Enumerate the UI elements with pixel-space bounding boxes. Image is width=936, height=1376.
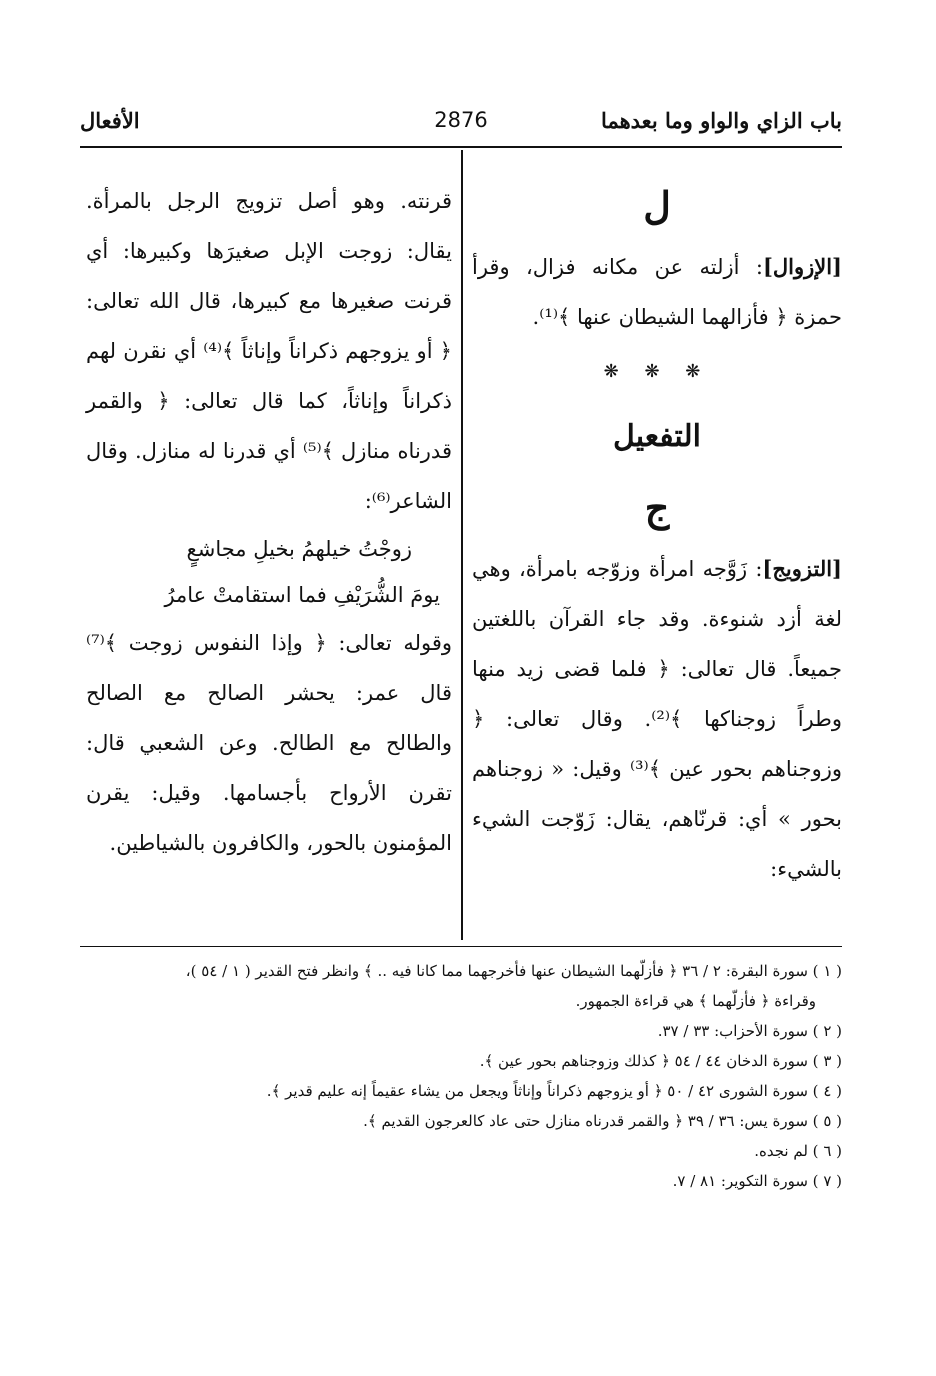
column-divider	[461, 150, 463, 940]
footnote-1-continued: وقراءة ﴿ فأزلّهما ﴾ هي قراءة الجمهور.	[575, 992, 816, 1010]
footnotes	[80, 956, 842, 1196]
page-number: 2876	[434, 108, 488, 132]
paragraph-2: وقوله تعالى: ﴿ وإذا النفوس زوجت ﴾⁽⁷⁾ قال عمر: يحشر الصالح مع الصالح والطالح مع الطالح. وعن الشعبي قال: تقرن الأرواح بأجسامها. وقيل: يقرن المؤمنون بالحور، والكافرون بالشياطين.	[86, 631, 452, 855]
letter-lam: ل	[643, 183, 671, 228]
letter-jim: ج	[644, 485, 670, 530]
entry-tazwij	[472, 544, 842, 894]
footnote-3: ( ٣ ) سورة الدخان ٤٤ / ٥٤ ﴿ كذلك وزوجناهم بحور عين ﴾.	[479, 1052, 842, 1070]
poem-line-2: يومَ الشُّرَيْفِ فما استقامتْ عامرُ	[164, 583, 440, 607]
term-izwal: [الإزوال]	[762, 254, 842, 279]
chapter-title: باب الزاي والواو وما بعدهما	[601, 108, 842, 133]
header-rule	[80, 146, 842, 148]
footnote-5: ( ٥ ) سورة يس: ٣٦ / ٣٩ ﴿ والقمر قدرناه منازل حتى عاد كالعرجون القديم ﴾.	[363, 1112, 842, 1130]
heading-tafeel: التفعيل	[613, 419, 701, 454]
section-title: الأفعال	[80, 108, 140, 133]
footnote-2: ( ٢ ) سورة الأحزاب: ٣٣ / ٣٧.	[657, 1022, 842, 1040]
running-header	[80, 108, 842, 144]
left-column	[86, 176, 452, 868]
footnote-1: ( ١ ) سورة البقرة: ٢ / ٣٦ ﴿ فأزلّهما الشيطان عنها فأخرجهما مما كانا فيه .. ﴾ وانظر فتح القدير ( ١ / ٥٤ )،	[185, 962, 842, 980]
entry-izwal	[472, 242, 842, 342]
footnote-7: ( ٧ ) سورة التكوير: ٨١ / ٧.	[672, 1172, 842, 1190]
footnote-4: ( ٤ ) سورة الشورى ٤٢ / ٥٠ ﴿ أو يزوجهم ذكراناً وإناثاً ويجعل من يشاء عقيماً إنه عليم قدير ﴾.	[266, 1082, 842, 1100]
section-separator: ❋ ❋ ❋	[603, 361, 711, 382]
tazwij-definition: : زَوَّجه امرأة وزوّجه بامرأة، وهي لغة أزد شنوءة. وقد جاء القرآن باللغتين جميعاً. قال تعالى: ﴿ فلما قضى زيد منها وطراً زوجناكها ﴾⁽²⁾. وقال تعالى: ﴿ وزوجناهم بحور عين ﴾⁽³⁾ وقيل: « زوجناهم بحور » أي: قرنّاهم، يقال: زَوّجت الشيء بالشيء:	[472, 557, 843, 881]
izwal-definition: : أزلته عن مكانه فزال، وقرأ حمزة ﴿ فأزالهما الشيطان عنها ﴾⁽¹⁾.	[472, 255, 842, 329]
poem-line-1: زوجْتُ خيلهمُ بخيلِ مجاشعٍ	[186, 537, 412, 561]
term-tazwij: [التزويج]	[762, 556, 842, 581]
footnote-rule	[80, 946, 842, 947]
right-column	[472, 170, 842, 894]
footnote-6: ( ٦ ) لم نجده.	[754, 1142, 842, 1160]
paragraph-1: قرنته. وهو أصل تزويج الرجل بالمرأة. يقال: زوجت الإبل صغيرَها وكبيرها: أي قرنت صغيرها مع كبيرها، قال الله تعالى: ﴿ أو يزوجهم ذكراناً وإناثاً ﴾⁽⁴⁾ أي نقرن لهم ذكراناً وإناثاً، كما قال تعالى: ﴿ والقمر قدرناه منازل ﴾⁽⁵⁾ أي قدرنا له منازل. وقال الشاعر⁽⁶⁾:	[86, 189, 452, 513]
